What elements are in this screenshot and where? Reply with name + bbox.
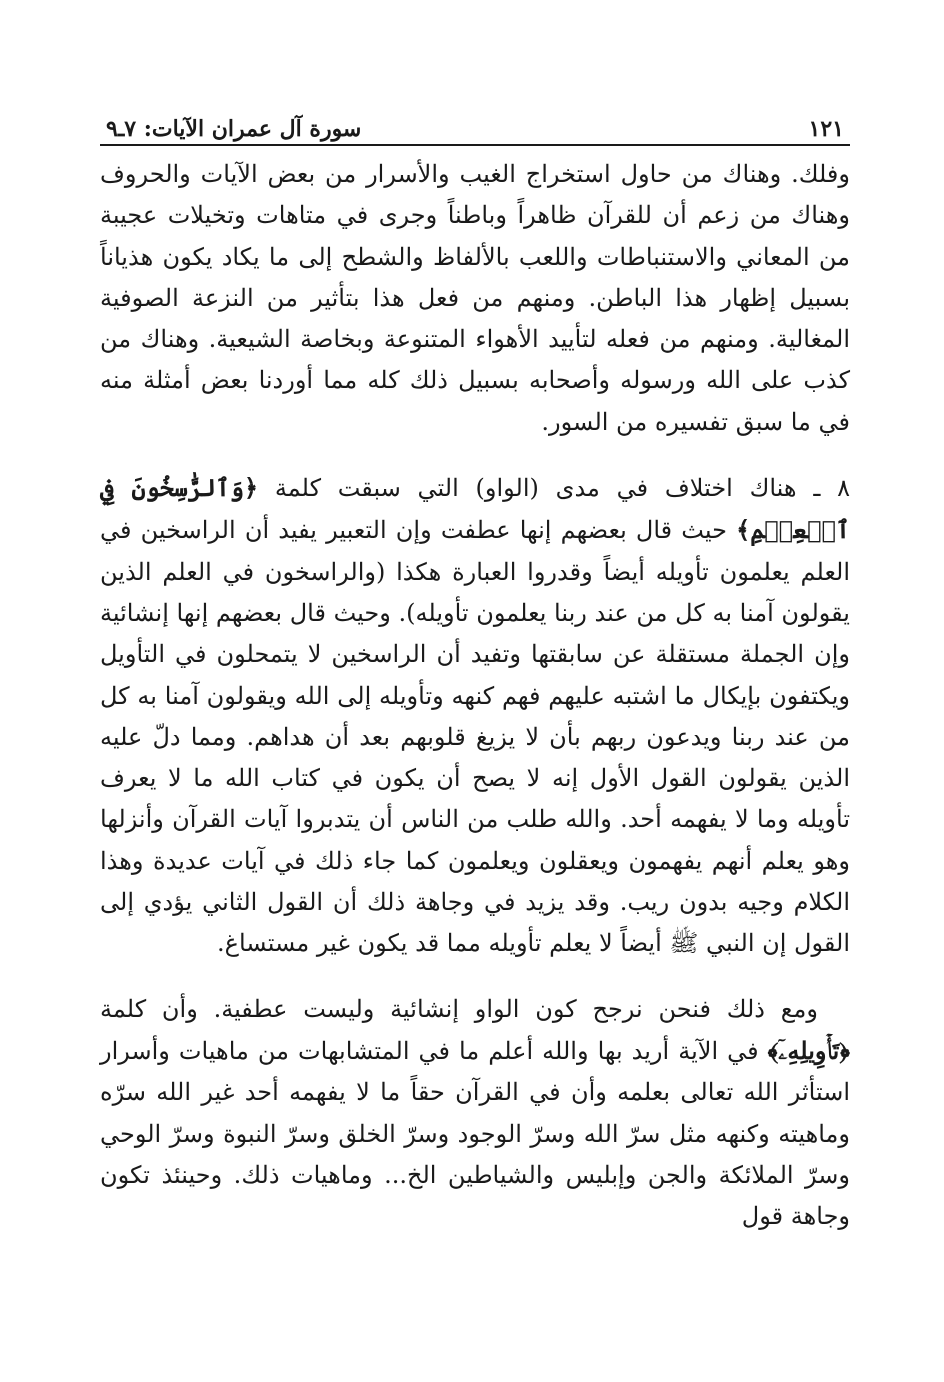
paragraph-3-lead: ومع ذلك فنحن نرجح كون الواو إنشائية وليست عطفية. وأن كلمة	[100, 994, 818, 1023]
surah-title: سورة آل عمران الآيات: ٧ـ٩	[106, 116, 362, 142]
paragraph-2	[100, 467, 850, 965]
paragraph-2-text: حيث قال بعضهم إنها عطفت وإن التعبير يفيد أن الراسخين في العلم يعلمون تأويله أيضاً وقدروا العبارة هكذا (والراسخون في العلم الذين يقولون آمنا به كل من عند ربنا يعلمون تأويله). وحيث قال بعضهم إنها إنشائية وإن الجملة مستقلة عن سابقتها وتفيد أن الراسخين لا يتمحلون في التأويل ويكتفون بإيكال ما اشتبه عليهم فهم كنهه وتأويله إلى الله ويقولون آمنا به كل من عند ربنا ويدعون ربهم بأن لا يزيغ قلوبهم بعد أن هداهم. ومما دلّ عليه الذين يقولون القول الأول إنه لا يصح أن يكون في كتاب الله ما لا يعرف تأويله وما لا يفهمه أحد. والله طلب من الناس أن يتدبروا آيات القرآن وأنزلها وهو يعلم أنهم يفهمون ويعقلون ويعلمون كما جاء ذلك في آيات عديدة وهذا الكلام وجيه بدون ريب. وقد يزيد في وجاهة ذلك أن القول الثاني يؤدي إلى القول إن النبي ﷺ أيضاً لا يعلم تأويله مما قد يكون غير مستساغ.	[100, 516, 850, 958]
page-number: ١٢١	[808, 116, 844, 142]
quran-quote-rasikhun: ﴿وَٱلرَّٰسِخُونَ فِي ٱلۡعِلۡمِ﴾	[100, 473, 850, 545]
paragraph-1	[100, 154, 850, 443]
running-header	[100, 100, 850, 142]
paragraph-2-lead: ٨ ـ هناك اختلاف في مدى (الواو) التي سبقت كلمة	[274, 474, 850, 503]
book-page	[100, 100, 850, 1237]
body-text	[100, 154, 850, 1237]
header-divider	[100, 144, 850, 146]
paragraph-3	[100, 989, 850, 1238]
paragraph-3-text: في الآية أريد بها والله أعلم ما في المتشابهات من ماهيات وأسرار استأثر الله تعالى بعلمه وأن في القرآن حقاً ما لا يفهمه أحد غير الله سرّه وماهيته وكنهه مثل سرّ الله وسرّ الوجود وسرّ الخلق وسرّ النبوة وسرّ الوحي وسرّ الملائكة والجن وإبليس والشياطين الخ... وماهيات ذلك. وحينئذ تكون وجاهة قول	[100, 1036, 850, 1231]
paragraph-1-text: وفلك. وهناك من حاول استخراج الغيب والأسرار من بعض الآيات والحروف وهناك من زعم أن للقرآن ظاهراً وباطناً وجرى في متاهات وتخيلات عجيبة من المعاني والاستنباطات واللعب بالألفاظ والشطح إلى ما يكاد يكون هذياناً بسبيل إظهار هذا الباطن. ومنهم من فعل هذا بتأثير من النزعة الصوفية المغالية. ومنهم من فعله لتأييد الأهواء المتنوعة وبخاصة الشيعية. وهناك من كذب على الله ورسوله وأصحابه بسبيل ذلك كله مما أوردنا بعض أمثلة منه في ما سبق تفسيره من السور.	[100, 160, 851, 436]
quran-quote-tawilihi: ﴿تَأۡوِيلِهِۦٓ﴾	[767, 1035, 850, 1065]
